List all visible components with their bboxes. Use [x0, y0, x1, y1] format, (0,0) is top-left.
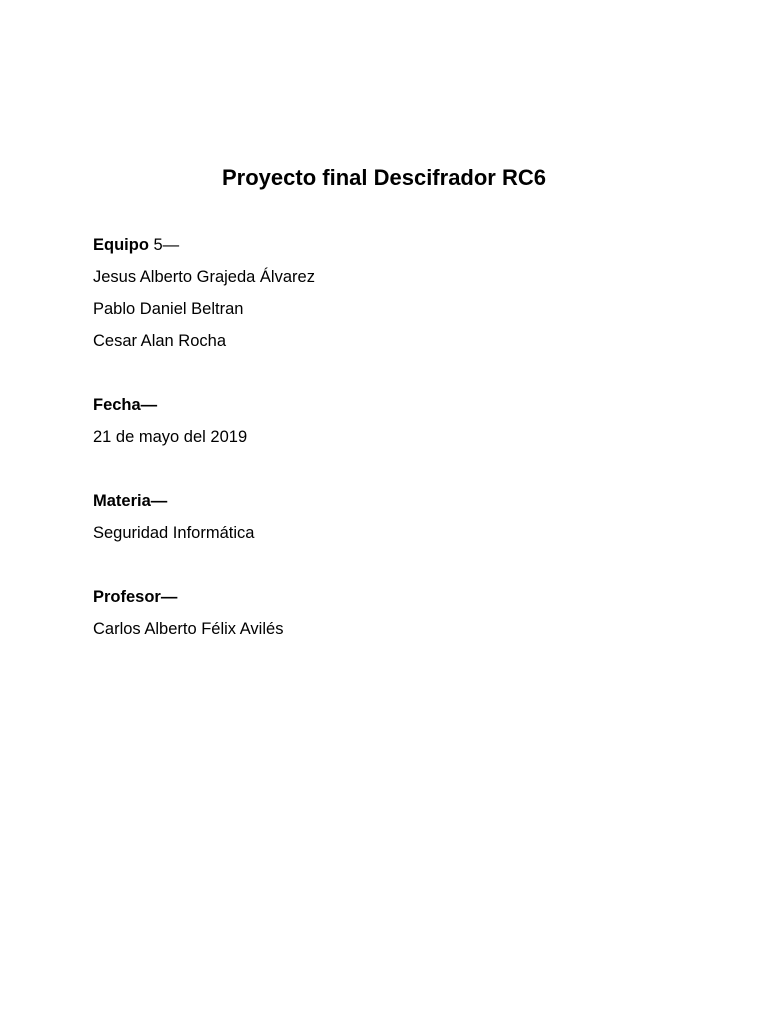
fecha-value: 21 de mayo del 2019 — [93, 428, 248, 446]
fecha-section — [93, 389, 693, 453]
materia-value: Seguridad Informática — [93, 524, 255, 542]
team-member: Jesus Alberto Grajeda Álvarez — [93, 268, 315, 286]
profesor-value: Carlos Alberto Félix Avilés — [93, 620, 284, 638]
document-title: Proyecto final Descifrador RC6 — [222, 165, 546, 190]
team-member: Pablo Daniel Beltran — [93, 300, 244, 318]
document-body — [93, 229, 693, 677]
profesor-label: Profesor— — [93, 588, 178, 606]
profesor-section — [93, 581, 693, 645]
equipo-label: Equipo — [93, 236, 149, 254]
materia-label: Materia— — [93, 492, 168, 510]
materia-section — [93, 485, 693, 549]
equipo-number: 5— — [153, 236, 180, 254]
team-member: Cesar Alan Rocha — [93, 332, 226, 350]
fecha-label: Fecha— — [93, 396, 158, 414]
equipo-section — [93, 229, 693, 357]
equipo-heading — [93, 229, 693, 261]
